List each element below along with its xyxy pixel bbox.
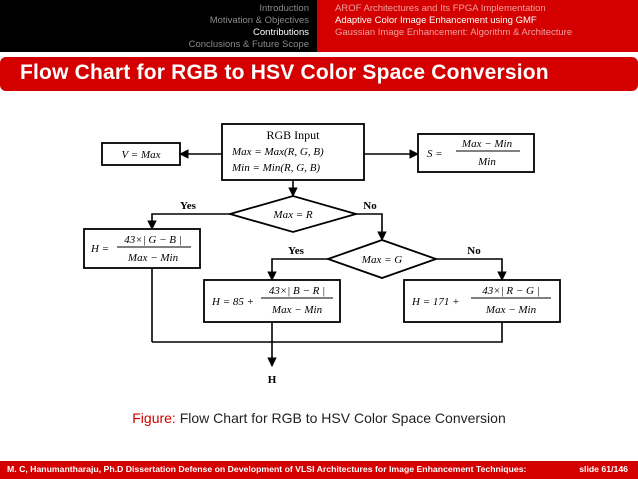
decision1-yes-label: Yes [180, 200, 196, 212]
slide-title-bar [0, 57, 638, 91]
h2-denominator: Max − Min [271, 304, 323, 316]
v-box [102, 143, 180, 165]
nav-item-adaptive-color[interactable]: Adaptive Color Image Enhancement using GMF [335, 15, 537, 26]
h1-numerator: 43×| G − B | [124, 234, 182, 246]
h-blue-box [404, 280, 560, 322]
v-equation: V = Max [121, 149, 161, 161]
navigation-header [0, 0, 638, 52]
decision1-label: Max = R [273, 209, 313, 221]
rgb-min-eq: Min = Min(R, G, B) [232, 162, 321, 174]
rgb-input-title: RGB Input [266, 128, 320, 142]
s-denominator: Min [478, 156, 496, 168]
h3-numerator: 43×| R − G | [482, 285, 540, 297]
nav-item-gaussian[interactable]: Gaussian Image Enhancement: Algorithm & Architecture [335, 27, 573, 38]
nav-item-contributions[interactable]: Contributions [253, 27, 309, 38]
h1-lhs: H = [91, 243, 110, 255]
nav-item-introduction[interactable]: Introduction [259, 3, 309, 14]
footer-author: M. C, Hanumantharaju, Ph.D Dissertation Defense on Development of VLSI Architectures for Image Enhancement Techniques: [7, 464, 527, 474]
h3-denominator: Max − Min [485, 304, 537, 316]
s-numerator: Max − Min [461, 138, 513, 150]
h-red-box [84, 229, 200, 268]
h2-numerator: 43×| B − R | [268, 285, 326, 297]
s-box [418, 134, 534, 172]
rgb-input-box [222, 124, 364, 180]
caption-label: Figure: [132, 410, 176, 426]
footer-bar [0, 461, 638, 479]
rgb-max-eq: Max = Max(R, G, B) [232, 146, 324, 158]
nav-item-conclusions[interactable]: Conclusions & Future Scope [188, 39, 309, 50]
decision2-yes-label: Yes [288, 245, 304, 257]
output-h-label: H [267, 374, 277, 386]
s-lhs: S = [427, 148, 443, 160]
caption-text: Flow Chart for RGB to HSV Color Space Conversion [179, 410, 506, 426]
nav-item-arof[interactable]: AROF Architectures and Its FPGA Implementation [335, 3, 546, 14]
flowchart [64, 112, 572, 394]
subsection-nav [317, 0, 638, 52]
nav-item-motivation[interactable]: Motivation & Objectives [209, 15, 309, 26]
h-green-box [204, 280, 340, 322]
decision2-label: Max = G [361, 254, 403, 266]
decision2-no-label: No [467, 245, 481, 257]
section-nav [0, 0, 317, 52]
slide-number: slide 61/146 [579, 464, 628, 474]
h3-lhs: H = 171 + [412, 296, 460, 308]
h2-lhs: H = 85 + [212, 296, 255, 308]
figure-caption [0, 410, 638, 426]
slide-title: Flow Chart for RGB to HSV Color Space Conversion [20, 61, 549, 84]
flow-connectors [152, 154, 502, 366]
h1-denominator: Max − Min [127, 252, 179, 264]
decision1-no-label: No [363, 200, 377, 212]
